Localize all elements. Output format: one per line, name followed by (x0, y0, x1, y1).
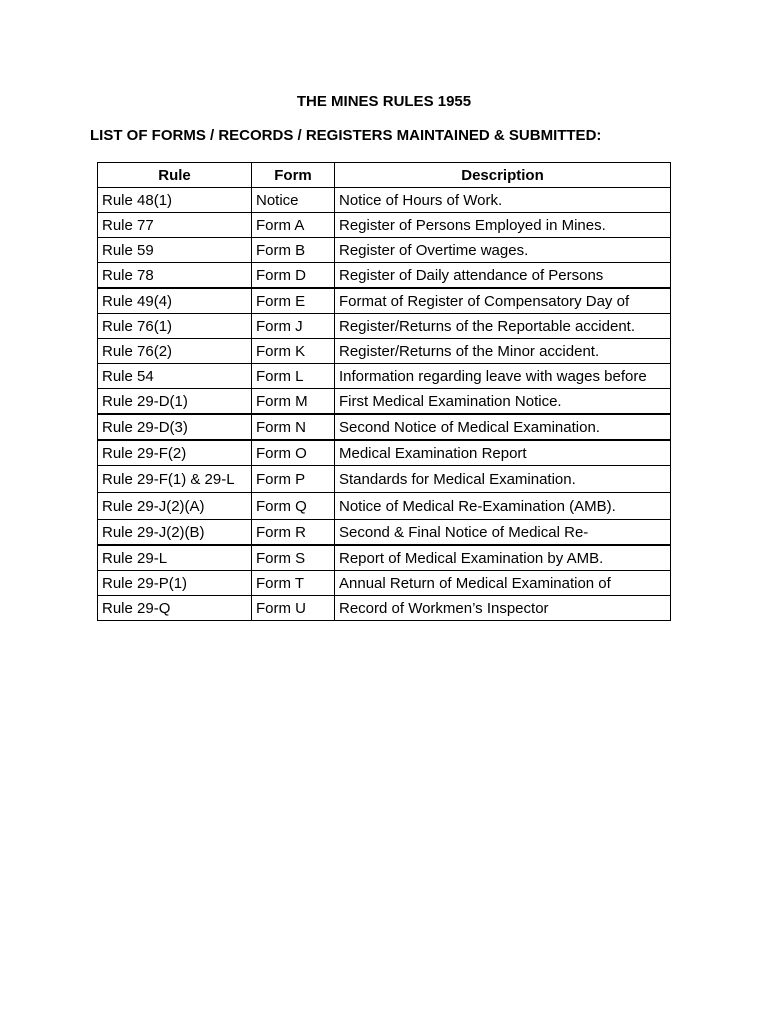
rule-cell: Rule 29-F(1) & 29-L (98, 466, 252, 493)
description-cell: Information regarding leave with wages before (335, 364, 671, 389)
form-cell: Form L (252, 364, 335, 389)
form-cell: Form D (252, 263, 335, 289)
table-row (98, 364, 671, 389)
table-row (98, 263, 671, 289)
form-cell: Form E (252, 288, 335, 314)
table-row (98, 213, 671, 238)
rule-cell: Rule 54 (98, 364, 252, 389)
form-cell: Form U (252, 596, 335, 621)
table-row (98, 414, 671, 440)
form-cell: Form R (252, 520, 335, 546)
table-row (98, 440, 671, 466)
rule-cell: Rule 29-D(3) (98, 414, 252, 440)
description-cell: First Medical Examination Notice. (335, 389, 671, 415)
description-cell: Standards for Medical Examination. (335, 466, 671, 493)
table-row (98, 238, 671, 263)
rule-cell: Rule 29-D(1) (98, 389, 252, 415)
column-header-rule: Rule (98, 163, 252, 188)
form-cell: Form S (252, 545, 335, 571)
description-cell: Record of Workmen’s Inspector (335, 596, 671, 621)
description-cell: Notice of Medical Re-Examination (AMB). (335, 493, 671, 520)
description-cell: Register/Returns of the Reportable accident. (335, 314, 671, 339)
table-row (98, 493, 671, 520)
rule-cell: Rule 29-L (98, 545, 252, 571)
form-cell: Form M (252, 389, 335, 415)
form-cell: Form Q (252, 493, 335, 520)
form-cell: Form O (252, 440, 335, 466)
description-cell: Register of Overtime wages. (335, 238, 671, 263)
rule-cell: Rule 48(1) (98, 188, 252, 213)
description-cell: Medical Examination Report (335, 440, 671, 466)
description-cell: Register of Persons Employed in Mines. (335, 213, 671, 238)
table-row (98, 520, 671, 546)
description-cell: Register of Daily attendance of Persons (335, 263, 671, 289)
table-row (98, 466, 671, 493)
table-row (98, 188, 671, 213)
description-cell: Notice of Hours of Work. (335, 188, 671, 213)
rule-cell: Rule 77 (98, 213, 252, 238)
page-title: THE MINES RULES 1955 (296, 93, 472, 110)
form-cell: Form K (252, 339, 335, 364)
rule-cell: Rule 29-J(2)(A) (98, 493, 252, 520)
table-row (98, 339, 671, 364)
table-row (98, 389, 671, 415)
column-header-description: Description (335, 163, 671, 188)
form-cell: Form P (252, 466, 335, 493)
rule-cell: Rule 29-Q (98, 596, 252, 621)
rule-cell: Rule 59 (98, 238, 252, 263)
page-subtitle: LIST OF FORMS / RECORDS / REGISTERS MAINTAINED & SUBMITTED: (90, 127, 602, 144)
form-cell: Form J (252, 314, 335, 339)
description-cell: Register/Returns of the Minor accident. (335, 339, 671, 364)
form-cell: Form N (252, 414, 335, 440)
form-cell: Form B (252, 238, 335, 263)
form-cell: Form T (252, 571, 335, 596)
table-row (98, 545, 671, 571)
rule-cell: Rule 29-J(2)(B) (98, 520, 252, 546)
forms-table (97, 162, 671, 621)
description-cell: Annual Return of Medical Examination of (335, 571, 671, 596)
column-header-form: Form (252, 163, 335, 188)
table-row (98, 596, 671, 621)
rule-cell: Rule 76(1) (98, 314, 252, 339)
rule-cell: Rule 29-P(1) (98, 571, 252, 596)
table-header-row (98, 163, 671, 188)
rule-cell: Rule 29-F(2) (98, 440, 252, 466)
table-row (98, 288, 671, 314)
description-cell: Report of Medical Examination by AMB. (335, 545, 671, 571)
form-cell: Form A (252, 213, 335, 238)
table-row (98, 314, 671, 339)
rule-cell: Rule 78 (98, 263, 252, 289)
description-cell: Second & Final Notice of Medical Re- (335, 520, 671, 546)
table-row (98, 571, 671, 596)
rule-cell: Rule 49(4) (98, 288, 252, 314)
form-cell: Notice (252, 188, 335, 213)
description-cell: Second Notice of Medical Examination. (335, 414, 671, 440)
rule-cell: Rule 76(2) (98, 339, 252, 364)
description-cell: Format of Register of Compensatory Day of (335, 288, 671, 314)
